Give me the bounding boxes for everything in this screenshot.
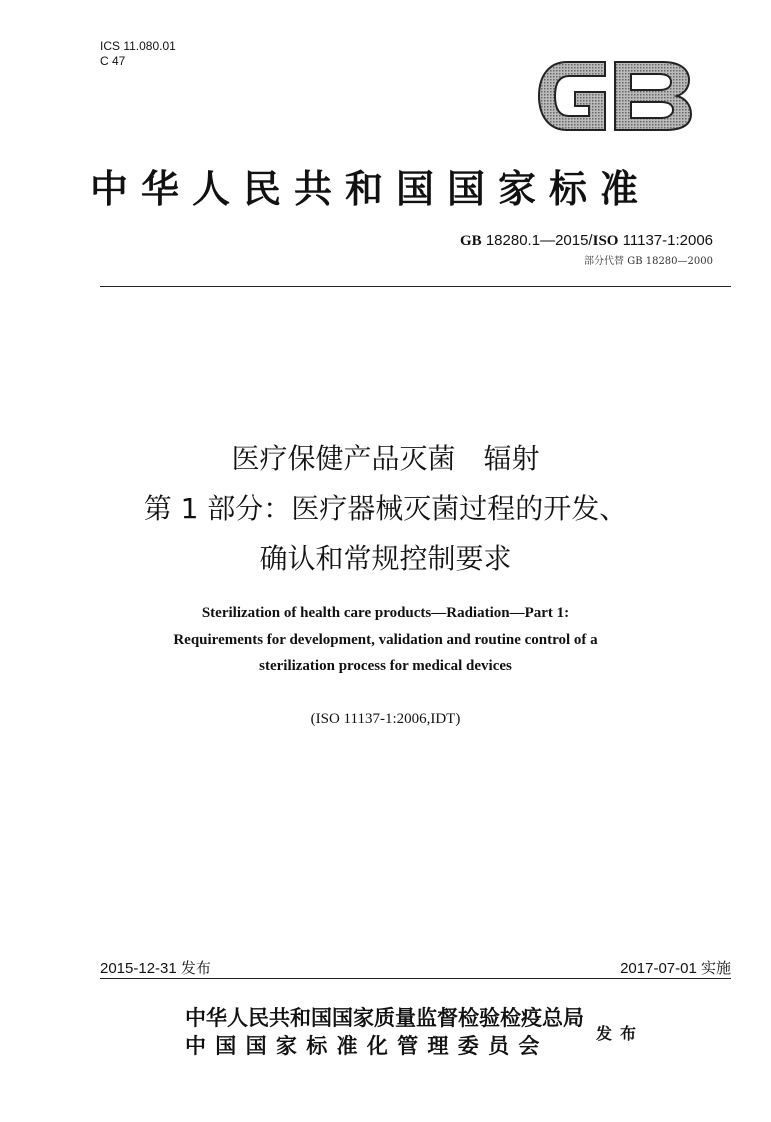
equivalence-note: (ISO 11137-1:2006,IDT) xyxy=(310,711,461,727)
gb-number: 18280.1—2015/ xyxy=(485,232,593,249)
header-divider xyxy=(100,286,731,287)
title-en-line3: sterilization process for medical devices xyxy=(259,658,512,674)
gb-prefix: GB xyxy=(459,233,482,249)
issuer-line2: 中 国 国 家 标 准 化 管 理 委 员 会 xyxy=(185,1033,541,1058)
replaces-note: 部分代替 GB 18280—2000 xyxy=(584,256,713,267)
national-standard-title: 中华人民共和国国家标准 xyxy=(90,166,652,211)
implementation-date: 2017-07-01 实施 xyxy=(620,960,731,977)
standard-number xyxy=(460,232,713,250)
issue-date: 2015-12-31 发布 xyxy=(100,960,211,977)
classification-codes xyxy=(100,39,176,69)
iso-prefix: ISO xyxy=(592,233,619,249)
title-en-line1: Sterilization of health care products—Radiation—Part 1: xyxy=(201,605,570,621)
ics-code: ICS 11.080.01 xyxy=(100,39,176,53)
title-cn-line1: 医疗保健产品灭菌 辐射 xyxy=(231,442,540,475)
iso-number: 11137-1:2006 xyxy=(622,232,713,249)
ccs-code: C 47 xyxy=(100,54,126,68)
title-cn-line3: 确认和常规控制要求 xyxy=(259,542,512,575)
footer-divider xyxy=(100,978,731,979)
title-cn-line2: 第 1 部分：医疗器械灭菌过程的开发、 xyxy=(143,492,628,525)
issuer-line1: 中华人民共和国国家质量监督检验检疫总局 xyxy=(185,1005,584,1030)
title-en-line2: Requirements for development, validation and routine control of a xyxy=(173,632,598,648)
gb-logo-icon xyxy=(535,58,695,134)
issue-action: 发布 xyxy=(596,1024,645,1043)
